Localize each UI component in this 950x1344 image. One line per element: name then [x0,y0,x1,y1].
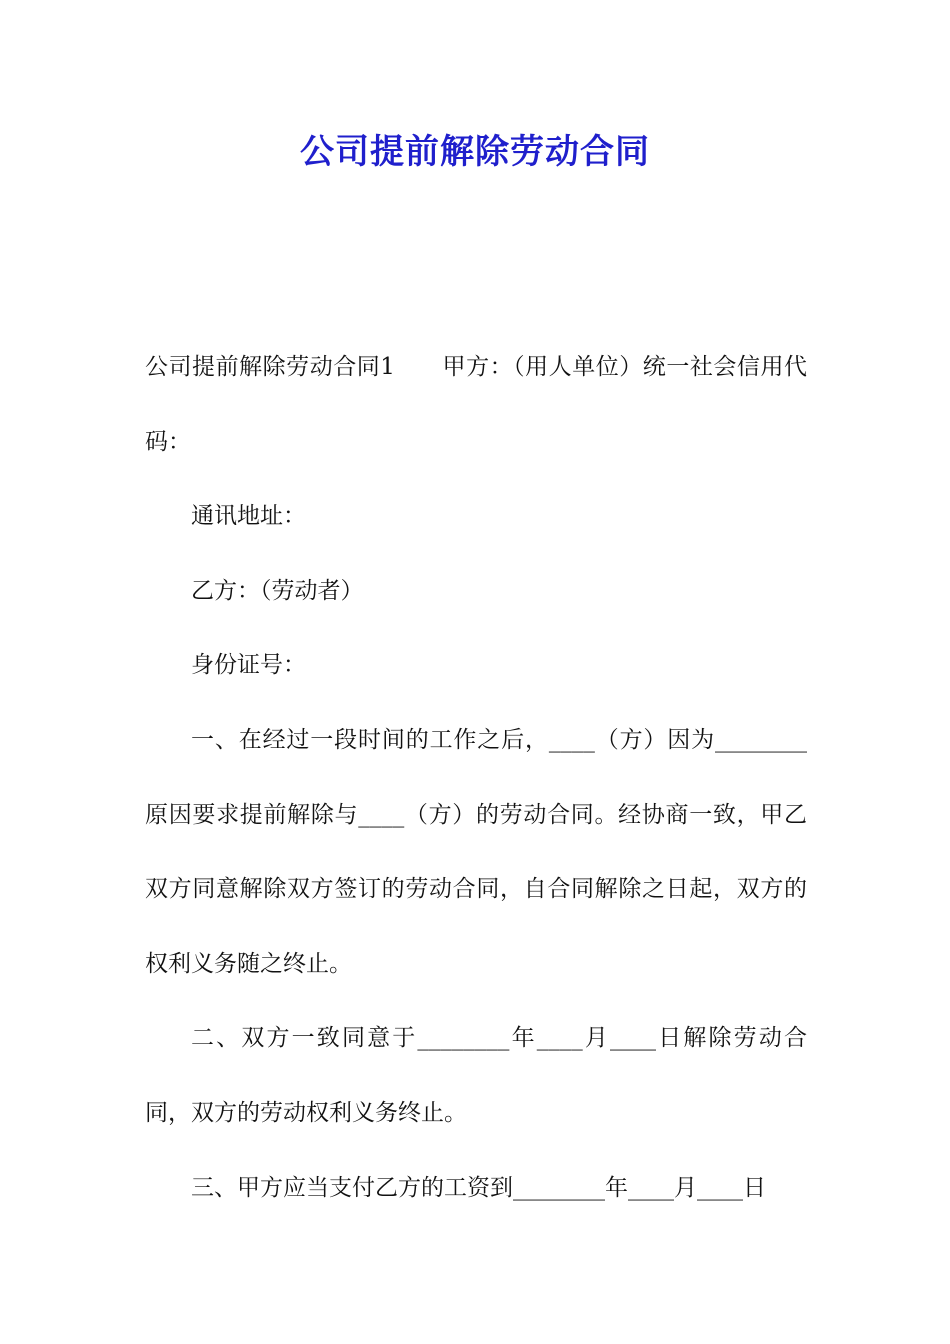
paragraph-heading-party-a: 公司提前解除劳动合同1 甲方：（用人单位）统一社会信用代码： [145,354,807,455]
clause-one: 一、在经过一段时间的工作之后，____（方）因为________原因要求提前解除与____（方）的劳动合同。经协商一致，甲乙双方同意解除双方签订的劳动合同，自合同解除之日起，双方的权利义务随之终止。 [145,726,807,977]
paragraph-address: 通讯地址： [191,503,306,530]
clause-three: 三、甲方应当支付乙方的工资到________年____月____日 [191,1174,766,1201]
paragraph-party-b: 乙方：（劳动者） [191,577,364,604]
document-title: 公司提前解除劳动合同 [300,132,650,172]
document-body [145,330,807,1225]
clause-two: 二、双方一致同意于________年____月____日解除劳动合同，双方的劳动权利义务终止。 [145,1025,807,1126]
paragraph-id-number: 身份证号： [191,652,306,679]
